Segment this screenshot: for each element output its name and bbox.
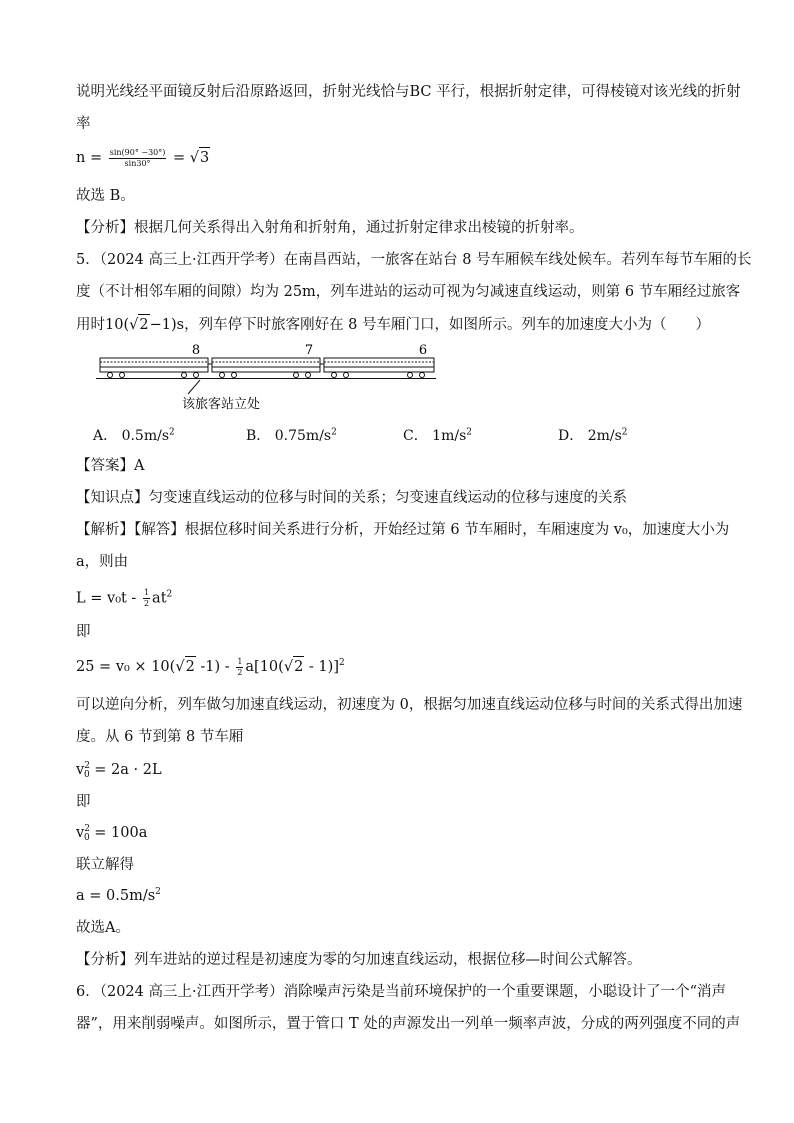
text-line: 即 — [76, 794, 91, 810]
knowledge-line: 【知识点】匀变速直线运动的位移与时间的关系；匀变速直线运动的位移与速度的关系 — [76, 490, 627, 506]
solution-line: a，则由 — [76, 554, 129, 570]
car-number-6: 6 — [418, 343, 428, 358]
equation-velocity: $v^2_0 = 2a \cdot 2L$ — [76, 761, 162, 780]
solution-line: 度。从 6 节到第 8 节车厢 — [76, 729, 244, 745]
option-c: C． $1m/s^2$ — [403, 427, 472, 444]
train-wheels — [108, 373, 425, 378]
equation-refraction: n = $\frac{\sin(90^\circ -30^\circ)}{\sin 30^\circ}$ = √3 — [76, 147, 210, 168]
text-line: 故选 B。 — [76, 188, 135, 204]
figure-caption: 该旅客站立处 — [182, 397, 261, 412]
pointer-line — [188, 380, 200, 394]
solution-line: 【解析】【解答】根据位移时间关系进行分析，开始经过第 6 节车厢时，车厢速度为 v₀，加速度大小为 — [76, 522, 730, 538]
solution-line: 可以逆向分析，列车做匀加速直线运动，初速度为 0，根据匀加速直线运动位移与时间的关系式得出加速 — [76, 697, 743, 713]
train-cars — [100, 358, 434, 372]
analysis-line: 【分析】列车进站的逆过程是初速度为零的匀加速直线运动，根据位移—时间公式解答。 — [76, 952, 642, 968]
option-a: A． $0.5m/s^2$ — [93, 427, 175, 444]
question-5-line2: 度（不计相邻车厢的间隙）均为 25m，列车进站的运动可视为匀减速直线运动，则第 6 节车厢经过旅客 — [76, 284, 741, 300]
equation-displacement: L = v₀t - $\frac{1}{2}$ $at^2$ — [76, 588, 173, 608]
answer-line: 【答案】A — [76, 458, 145, 474]
question-6-line1: 6．（2024 高三上·江西开学考）消除噪声污染是当前环境保护的一个重要课题，小聪设计了一个“消声 — [76, 984, 727, 1000]
equation-velocity-result: $v^2_0 = 100a$ — [76, 824, 148, 843]
car-number-7: 7 — [304, 343, 314, 358]
question-5-line1: 5．（2024 高三上·江西开学考）在南昌西站，一旅客在站台 8 号车厢候车线处候车。若列车每节车厢的长 — [76, 252, 752, 268]
car-number-8: 8 — [191, 343, 201, 358]
train-figure — [96, 340, 436, 415]
text-line: 说明光线经平面镜反射后沿原路返回，折射光线恰与BC 平行，根据折射定律，可得棱镜对该光线的折射 — [76, 84, 741, 100]
option-d: D． $2m/s^2$ — [558, 427, 628, 444]
text-line: 故选A。 — [76, 920, 130, 936]
analysis-line: 【分析】根据几何关系得出入射角和折射角，通过折射定律求出棱镜的折射率。 — [76, 220, 584, 236]
text-line: 率 — [76, 116, 91, 132]
option-b: B． $0.75m/s^2$ — [246, 427, 337, 444]
equation-result: $a = 0.5m/s^2$ — [76, 887, 161, 904]
text-line: 联立解得 — [76, 857, 134, 873]
question-6-line2: 器”，用来削弱噪声。如图所示，置于管口 T 处的声源发出一列单一频率声波，分成的两列强度不同的声 — [76, 1016, 741, 1032]
question-5-line3: 用时10(√2−1)s，列车停下时旅客刚好在 8 号车厢门口，如图所示。列车的加速度大小为（ ） — [76, 314, 710, 335]
equation-substituted: 25 = v₀ × 10(√2 -1) - $\frac{1}{2}$ a[10(√2 - 1)]$^2$ — [76, 656, 345, 677]
text-line: 即 — [76, 624, 91, 640]
